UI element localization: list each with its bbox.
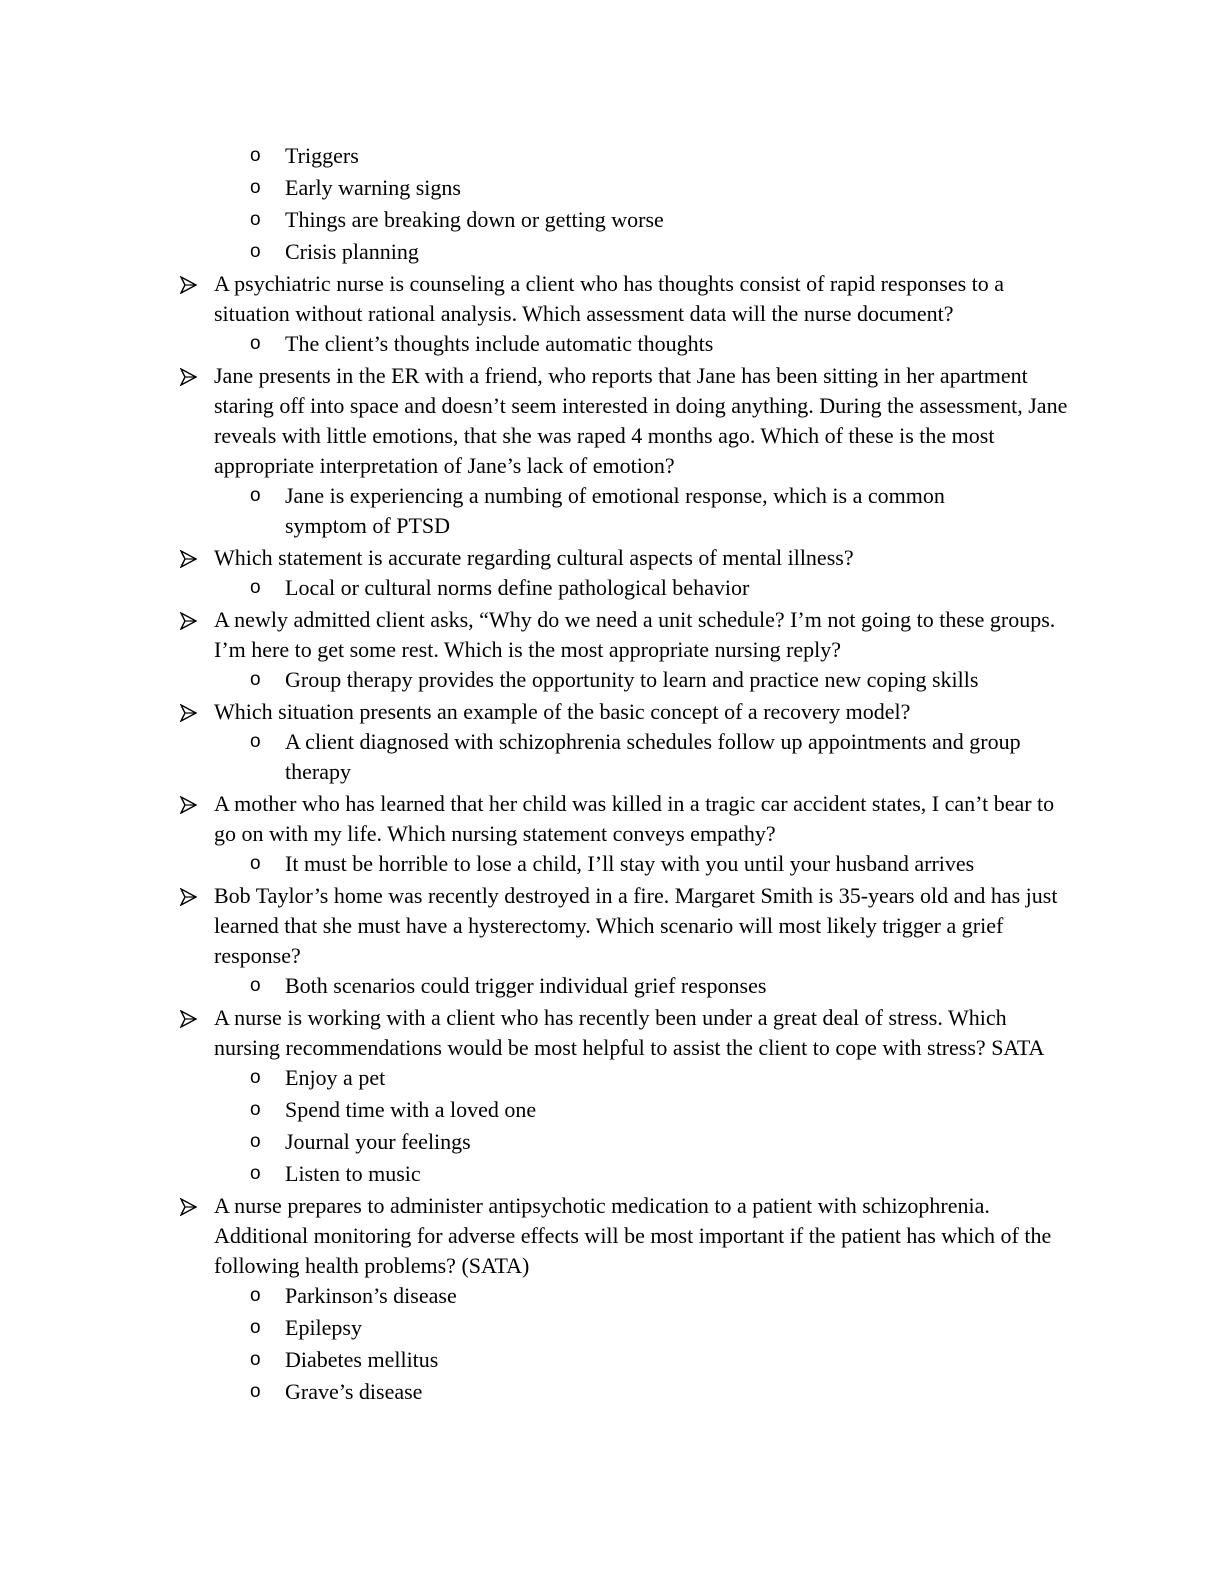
circle-bullet-icon: o <box>250 1317 261 1338</box>
circle-bullet-icon: o <box>250 577 261 598</box>
answer-text: It must be horrible to lose a child, I’ll stay with you until your husband arrives <box>285 851 975 876</box>
question-item <box>0 605 1074 665</box>
arrowhead-bullet-icon <box>178 881 200 911</box>
answer-item <box>0 1313 1025 1343</box>
arrowhead-bullet-icon <box>178 1003 200 1033</box>
answer-item <box>0 1345 1025 1375</box>
question-text: A nurse is working with a client who has recently been under a great deal of stress. Which nursing recommendations would be most helpful to assist the client to cope with stress? SATA <box>214 1005 1045 1060</box>
answer-item <box>0 1377 1025 1407</box>
circle-bullet-icon: o <box>250 853 261 874</box>
question-text: A psychiatric nurse is counseling a client who has thoughts consist of rapid responses to a situation without rational analysis. Which assessment data will the nurse document? <box>214 271 1005 326</box>
question-list <box>0 269 1224 1407</box>
answer-item <box>0 971 1025 1001</box>
answer-item <box>0 1095 1025 1125</box>
answer-text: Early warning signs <box>285 175 461 200</box>
circle-bullet-icon: o <box>250 1285 261 1306</box>
arrowhead-bullet-icon <box>178 361 200 391</box>
question-block <box>0 697 1224 787</box>
answer-text: Both scenarios could trigger individual grief responses <box>285 973 767 998</box>
circle-bullet-icon: o <box>250 1099 261 1120</box>
question-text: Jane presents in the ER with a friend, who reports that Jane has been sitting in her apartment staring off into space and doesn’t seem interested in doing anything. During the assessment, Jane reveals with little emotions, that she was raped 4 months ago. Which of these is the most appropriate interpretation of Jane’s lack of emotion? <box>214 363 1068 478</box>
question-block <box>0 1191 1224 1407</box>
circle-bullet-icon: o <box>250 241 261 262</box>
answer-text: Group therapy provides the opportunity to learn and practice new coping skills <box>285 667 979 692</box>
question-text: Which situation presents an example of the basic concept of a recovery model? <box>214 699 911 724</box>
question-item <box>0 881 1074 971</box>
list-item <box>0 141 1025 171</box>
question-text: A nurse prepares to administer antipsychotic medication to a patient with schizophrenia. Additional monitoring for adverse effects will be most important if the patient has which of the following health problems? (SATA) <box>214 1193 1052 1278</box>
circle-bullet-icon: o <box>250 333 261 354</box>
circle-bullet-icon: o <box>250 485 261 506</box>
question-item <box>0 269 1074 329</box>
circle-bullet-icon: o <box>250 1067 261 1088</box>
question-item <box>0 1003 1074 1063</box>
circle-bullet-icon: o <box>250 669 261 690</box>
question-item <box>0 697 1074 727</box>
answer-item <box>0 849 1025 879</box>
arrowhead-bullet-icon <box>178 543 200 573</box>
arrowhead-bullet-icon <box>178 605 200 635</box>
answer-text: Triggers <box>285 143 359 168</box>
answer-text: Spend time with a loved one <box>285 1097 537 1122</box>
answer-text: A client diagnosed with schizophrenia schedules follow up appointments and group therapy <box>285 729 1021 784</box>
answer-text: Things are breaking down or getting worse <box>285 207 664 232</box>
circle-bullet-icon: o <box>250 1349 261 1370</box>
question-block <box>0 881 1224 1001</box>
question-item <box>0 361 1074 481</box>
answer-text: Crisis planning <box>285 239 419 264</box>
answer-item <box>0 1281 1025 1311</box>
arrowhead-bullet-icon <box>178 1191 200 1221</box>
question-block <box>0 789 1224 879</box>
answer-text: Listen to music <box>285 1161 421 1186</box>
answer-text: Epilepsy <box>285 1315 362 1340</box>
arrowhead-bullet-icon <box>178 269 200 299</box>
question-item <box>0 789 1074 849</box>
circle-bullet-icon: o <box>250 209 261 230</box>
answer-text: Journal your feelings <box>285 1129 471 1154</box>
circle-bullet-icon: o <box>250 1381 261 1402</box>
answer-item <box>0 1063 1025 1093</box>
question-item <box>0 1191 1074 1281</box>
answer-item <box>0 573 1025 603</box>
question-text: A newly admitted client asks, “Why do we need a unit schedule? I’m not going to these groups. I’m here to get some rest. Which is the most appropriate nursing reply? <box>214 607 1056 662</box>
answer-item <box>0 1159 1025 1189</box>
answer-text: Enjoy a pet <box>285 1065 386 1090</box>
question-block <box>0 605 1224 695</box>
answer-item <box>0 481 1025 541</box>
list-item <box>0 237 1025 267</box>
question-text: Bob Taylor’s home was recently destroyed in a fire. Margaret Smith is 35-years old and has just learned that she must have a hysterectomy. Which scenario will most likely trigger a grief response? <box>214 883 1058 968</box>
answer-text: The client’s thoughts include automatic thoughts <box>285 331 714 356</box>
intro-answer-list <box>0 141 1224 267</box>
circle-bullet-icon: o <box>250 1163 261 1184</box>
circle-bullet-icon: o <box>250 975 261 996</box>
answer-item <box>0 1127 1025 1157</box>
answer-text: Grave’s disease <box>285 1379 423 1404</box>
question-block <box>0 543 1224 603</box>
question-block <box>0 361 1224 541</box>
circle-bullet-icon: o <box>250 177 261 198</box>
answer-text: Local or cultural norms define pathological behavior <box>285 575 750 600</box>
answer-text: Parkinson’s disease <box>285 1283 457 1308</box>
question-text: A mother who has learned that her child was killed in a tragic car accident states, I can’t bear to go on with my life. Which nursing statement conveys empathy? <box>214 791 1055 846</box>
arrowhead-bullet-icon <box>178 789 200 819</box>
circle-bullet-icon: o <box>250 1131 261 1152</box>
answer-item <box>0 727 1025 787</box>
answer-text: Jane is experiencing a numbing of emotional response, which is a common symptom of PTSD <box>285 483 945 538</box>
document-page <box>0 141 1224 1409</box>
answer-item <box>0 329 1025 359</box>
list-item <box>0 205 1025 235</box>
question-block <box>0 1003 1224 1189</box>
list-item <box>0 173 1025 203</box>
answer-text: Diabetes mellitus <box>285 1347 439 1372</box>
circle-bullet-icon: o <box>250 731 261 752</box>
question-text: Which statement is accurate regarding cultural aspects of mental illness? <box>214 545 854 570</box>
circle-bullet-icon: o <box>250 145 261 166</box>
question-block <box>0 269 1224 359</box>
arrowhead-bullet-icon <box>178 697 200 727</box>
question-item <box>0 543 1074 573</box>
answer-item <box>0 665 1025 695</box>
